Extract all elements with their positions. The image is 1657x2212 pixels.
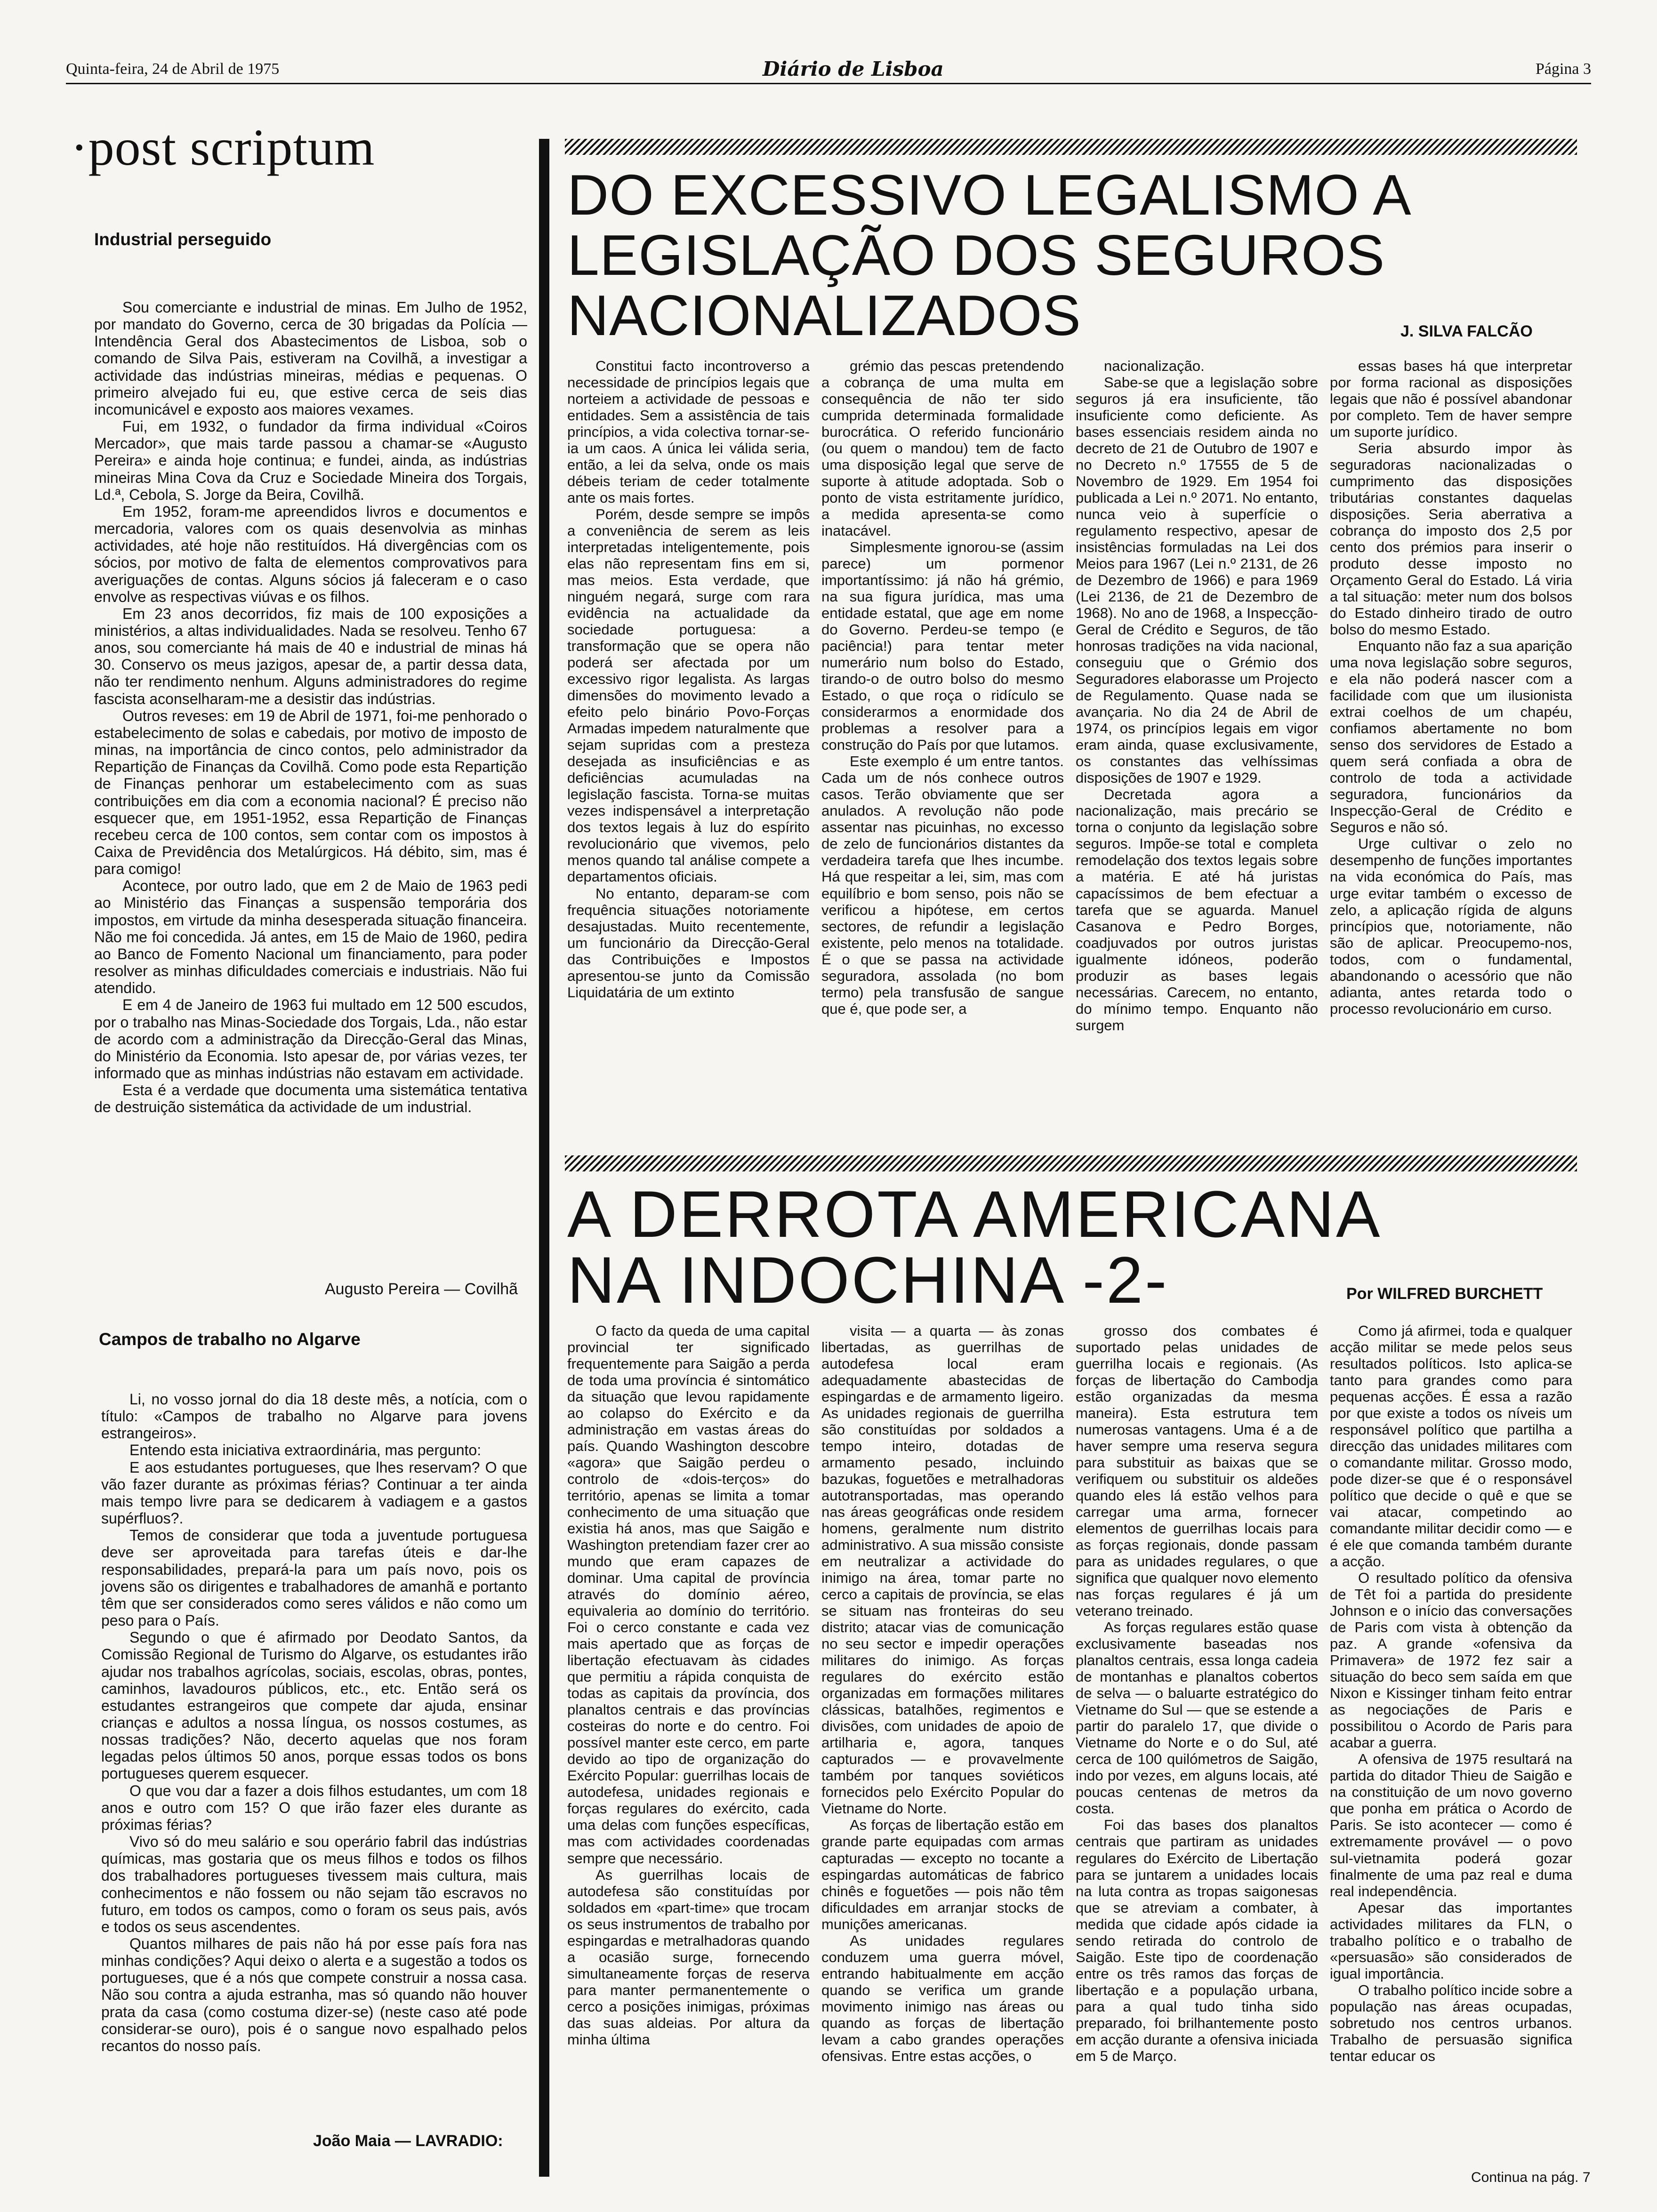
paragraph: E em 4 de Janeiro de 1963 fui multado em 12 500 escudos, por o trabalho nas Minas-Sociedade dos Torgais, Lda., não estar de acordo com a administração da Direcção-Geral das Minas, do Ministério da Economia. Isto apesar de, por várias vezes, ter informado que as minhas indústrias não estavam em actividade. [94,996,527,1082]
paragraph: No entanto, deparam-se com frequência situações notoriamente desajustadas. Muito recentemente, um funcionário da Direcção-Geral das Contribuições e Impostos apresentou-se junto da Comissão Liquidatária de um extinto [567,885,810,1001]
paragraph: Sabe-se que a legislação sobre seguros já era insuficiente, tão insuficiente como deficiente. As bases essenciais residem ainda no decreto de 21 de Outubro de 1907 e no Decreto n.º 17555 de 5 de Novembro de 1929. Em 1954 foi publicada a Lei n.º 2071. No entanto, nunca veio à superfície o regulamento respectivo, apesar de insistências formuladas na Lei dos Meios para 1967 (Lei n.º 2131, de 26 de Dezembro de 1966) e para 1969 (Lei 2136, de 21 de Dezembro de 1968). No ano de 1968, a Inspecção-Geral de Crédito e Seguros, de tão honrosas tradições na vida nacional, conseguiu que o Grémio dos Seguradores elaborasse um Projecto de Regulamento. Quase nada se avançaria. No dia 24 de Abril de 1974, os princípios legais em vigor eram ainda, quase exclusivamente, os constantes das velhíssimas disposições de 1907 e 1929. [1076,374,1318,786]
paragraph: O facto da queda de uma capital provincial ter significado frequentemente para Saigão a perda de toda uma província é sintomático da situação que levou rapidamente ao colapso do Exército e da administração em vastas áreas do país. Quando Washington descobre «agora» que Saigão perdeu o controlo de «dois-terços» do território, apenas se limita a tomar conhecimento de uma situação que existia há anos, mas que Saigão e Washington pretendiam fazer crer ao mundo que eram capazes de dominar. Uma capital de província através do domínio aéreo, equivaleria ao domínio do território. Foi o cerco constante e cada vez mais apertado que as forças de libertação efectuavam às cidades que permitiu a rápida conquista de todas as capitais da província, dos planaltos centrais e das províncias costeiras do norte e do centro. Foi possível manter este cerco, em parte devido ao tipo de organização do Exército Popular: guerrilhas locais de autodefesa, unidades regionais e forças regulares do exército, cada uma delas com funções específicas, mas com actividades coordenadas sempre que necessário. [567,1322,810,1867]
paragraph: Enquanto não faz a sua aparição uma nova legislação sobre seguros, e ela não poderá nascer com a facilidade com que um ilusionista extrai coelhos de um chapéu, confiamos abertamente no bom senso dos servidores de Estado a quem será confiada a obra de controlo de toda a actividade seguradora, funcionários da Inspecção-Geral de Crédito e Seguros e não só. [1330,638,1573,836]
text-column [821,358,1064,1017]
issue-date: Quinta-feira, 24 de Abril de 1975 [66,60,280,78]
letter1-body [94,299,527,1116]
paragraph: As forças de libertação estão em grande parte equipadas com armas capturadas — excepto no tocante a espingardas automáticas de fabrico chinês e foguetões — pois não têm dificuldades em arranjar stocks de munições americanas. [821,1817,1064,1932]
letter2-heading: Campos de trabalho no Algarve [99,1330,361,1349]
paragraph: Porém, desde sempre se impôs a conveniência de serem as leis interpretadas inteligentemente, pois elas não representam fins em si, mas meios. Esta verdade, que ninguém negará, surge com rara evidência na actualidade da sociedade portuguesa: a transformação que se opera não poderá ser afectada por um excessivo rigor legalista. As largas dimensões do movimento levado a efeito pelo binário Povo-Forças Armadas impedem naturalmente que sejam supridas com a presteza desejada as insuficiências e as deficiências acumuladas na legislação fascista. Torna-se muitas vezes indispensável a interpretação dos textos legais à luz do espírito revolucionário que vivemos, pelo menos quando tal análise compete a departamentos oficiais. [567,506,810,885]
article2-hatch-rule [565,1155,1577,1171]
article1-title: DO EXCESSIVO LEGALISMO A LEGISLAÇÃO DOS SEGUROS NACIONALIZADOS [567,163,1408,348]
paragraph: Apesar das importantes actividades militares da FLN, o trabalho político e o trabalho de «persuasão» são considerados de igual importância. [1330,1899,1572,1982]
paragraph: Constitui facto incontroverso a necessidade de princípios legais que norteiem a actividade de pessoas e entidades. Sem a assistência de tais princípios, a vida colectiva tornar-se-ia um caos. A única lei válida seria, então, a lei da selva, onde os mais débeis teriam de ceder totalmente ante os mais fortes. [567,358,810,506]
letter2-body [101,1391,527,2054]
page-number: Página 3 [1535,60,1591,78]
paragraph: Seria absurdo impor às seguradoras nacionalizadas o cumprimento das disposições tributárias constantes daquelas disposições. Seria aberrativa a cobrança do imposto dos 2,5 por cento dos prémios para inserir o produto desse imposto no Orçamento Geral do Estado. Lá viria a tal situação: meter num dos bolsos do Estado dinheiro tirado de outro bolso do mesmo Estado. [1330,440,1572,638]
paragraph: visita — a quarta — às zonas libertadas, as guerrilhas de autodefesa local eram adequadamente abastecidas de espingardas e de armamento ligeiro. As unidades regionais de guerrilha são constituídas por soldados a tempo inteiro, dotadas de armamento pesado, incluindo bazukas, foguetões e metralhadoras autotransportadas, mas operando nas áreas geográficas onde residem homens, geralmente num distrito administrativo. A sua missão consiste em neutralizar a actividade do inimigo na área, tomar parte no cerco a capitais de província, se elas se situam nas fronteiras do seu distrito; atacar vias de comunicação no seu sector e impedir operações militares do inimigo. As forças regulares do exército estão organizadas em formações militares clássicas, batalhões, regimentos e divisões, com unidades de apoio de artilharia e, agora, tanques capturados — e provavelmente também por tanques soviéticos fornecidos pelo Exército Popular do Vietname do Norte. [821,1322,1064,1817]
text-column [821,1322,1064,2064]
post-scriptum-title: ·post scriptum [71,119,375,176]
paragraph: Quantos milhares de pais não há por esse país fora nas minhas condições? Aqui deixo o alerta e a sugestão a todos os portugueses, que é a nós que compete construir a nossa casa. Não sou contra a ajuda estranha, mas só quando não houver prata da casa (como costuma dizer-se) (neste caso até pode considerar-se ouro), pois é o sangue novo espalhado pelos recantos do nosso país. [101,1935,527,2054]
text-column [1330,358,1572,1017]
paragraph: Este exemplo é um entre tantos. Cada um de nós conhece outros casos. Terão obviamente que ser anulados. A revolução não pode assentar nas picuinhas, no excesso de zelo de funcionários distantes da verdadeira tarefa que lhes incumbe. Há que respeitar a lei, sim, mas com equilíbrio e bom senso, pois não se verificou a hipótese, em certos sectores, de refundir a legislação existente, pelo menos na totalidade. É o que se passa na actividade seguradora, assolada (no bom termo) pela transfusão de sangue que é, que pode ser, a [821,753,1064,1017]
letter1-heading: Industrial perseguido [94,230,272,249]
text-column [1076,1322,1318,2064]
paragraph: Outros reveses: em 19 de Abril de 1971, foi-me penhorado o estabelecimento de solas e cabedais, por motivo de imposto de minas, na importância de cinco contos, pelo administrador da Repartição de Finanças da Covilhã. Como pode esta Repartição de Finanças penhorar um estabelecimento com as suas contribuições em dia com a economia nacional? É preciso não esquecer que, em 1951-1952, essa Repartição de Finanças recebeu cerca de 100 contos, sem contar com os impostos à Caixa de Previdência dos Metalúrgicos. Há débito, sim, mas é para comigo! [94,707,527,878]
paragraph: Urge cultivar o zelo no desempenho de funções importantes na vida económica do País, mas urge evitar também o excesso de zelo, a aplicação rígida de alguns princípios que, notoriamente, não são de aplicar. Preocupemo-nos, todos, com o fundamental, abandonando o acessório que não adianta, antes retarda todo o processo revolucionário em curso. [1330,835,1572,1017]
page-header [66,57,1591,88]
paragraph: essas bases há que interpretar por forma racional as disposições legais que não é possível abandonar por completo. Tem de haver sempre um suporte jurídico. [1330,358,1572,441]
letter2-signature: João Maia — LAVRADIO: [313,2132,503,2150]
text-column [1076,358,1318,1034]
paragraph: Segundo o que é afirmado por Deodato Santos, da Comissão Regional de Turismo do Algarve, os estudantes irão ajudar nos trabalhos agrícolas, sociais, escolas, obras, pontes, caminhos, lavadouros públicos, etc., etc. Então será os estudantes estrangeiros que compete dar ajuda, ensinar crianças e adultos a nossa língua, os nossos costumes, as nossas tradições? Não, decerto aquelas que nos foram legadas pelos últimos 50 anos, porque essas todos os bons portugueses querem esquecer. [101,1629,527,1782]
article1-hatch-rule [565,139,1577,155]
text-column [567,1322,810,2048]
paragraph: nacionalização. [1104,358,1205,374]
letter1-signature: Augusto Pereira — Covilhã [325,1280,518,1298]
article2-title-line1: A DERROTA AMERICANA [567,1177,1382,1251]
article2-author: Por WILFRED BURCHETT [1346,1285,1543,1303]
paragraph: As guerrilhas locais de autodefesa são constituídas por soldados em «part-time» que trocam os seus instrumentos de trabalho por espingardas e metralhadoras quando a ocasião surge, fornecendo simultaneamente forças de reserva para manter permanentemente o cerco a posições inimigas, próximas das suas aldeias. Por altura da minha última [567,1866,810,2048]
continued-note: Continua na pág. 7 [1471,2170,1591,2185]
paragraph: O resultado político da ofensiva de Têt foi a partida do presidente Johnson e o início das conversações de Paris com vista à obtenção da paz. A grande «ofensiva da Primavera» de 1972 fez sair a situação do beco sem saída em que Nixon e Kissinger tinham feito entrar as negociações de Paris e possibilitou o Acordo de Paris para acabar a guerra. [1330,1570,1572,1751]
paragraph: Em 23 anos decorridos, fiz mais de 100 exposições a ministérios, a altas individualidades. Nada se resolveu. Tenho 67 anos, sou comerciante há mais de 40 e industrial de minas há 30. Conservo os meus jazigos, apesar de, a partir dessa data, não ter rendimento nenhum. Alguns administradores do regime fascista aconselharam-me a desistir das indústrias. [94,605,527,707]
paragraph: As unidades regulares conduzem uma guerra móvel, entrando habitualmente em acção quando se verifica um grande movimento inimigo nas áreas ou quando as forças de libertação levam a cabo grandes operações ofensivas. Entre estas acções, o [821,1932,1064,2064]
paragraph: A ofensiva de 1975 resultará na partida do ditador Thieu de Saigão e na constituição de um novo governo que ponha em prática o Acordo de Paris. Se isto acontecer — como é extremamente provável — o povo sul-vietnamita poderá gozar finalmente de uma paz real e duma real independência. [1330,1751,1572,1899]
article2-title-line2: NA INDOCHINA -2- [567,1243,1169,1317]
paragraph: O que vou dar a fazer a dois filhos estudantes, um com 18 anos e outro com 15? O que irão fazer eles durante as próximas férias? [101,1782,527,1833]
paragraph: Foi das bases dos planaltos centrais que partiram as unidades regulares do Exército de Libertação para se juntarem a unidades locais na luta contra as tropas saigonesas que se atreviam a combater, à medida que cidade após cidade ia sendo retirada do controlo de Saigão. Este tipo de coordenação entre os três ramos das forças de libertação e a população urbana, para a qual tudo tinha sido preparado, foi brilhantemente posto em acção durante a ofensiva iniciada em 5 de Março. [1076,1817,1318,2064]
paragraph: Temos de considerar que toda a juventude portuguesa deve ser aproveitada para tarefas úteis e dar-lhe responsabilidades, prepará-la para um país novo, pois os jovens são os dirigentes e trabalhadores de amanhã e portanto têm que ser considerados como seres válidos e não como um peso para o País. [101,1527,527,1629]
paragraph: Em 1952, foram-me apreendidos livros e documentos e mercadoria, valores com os quais desenvolvia as minhas actividades, até hoje não restituídos. Há divergências com os sócios, por motivo de falta de elementos comprovativos para averiguações de contas. Alguns sócios já faleceram e o caso envolve as respectivas viúvas e os filhos. [94,503,527,605]
paragraph: Simplesmente ignorou-se (assim parece) um pormenor importantíssimo: já não há grémio, na sua figura jurídica, mas uma entidade estatal, que age em nome do Governo. Perdeu-se tempo (e paciência!) para tentar meter numerário num bolso do Estado, tirando-o de outro bolso do mesmo Estado, o que roça o ridículo se considerarmos a enormidade dos problemas a resolver para a construção do País por que lutamos. [821,539,1064,753]
paragraph: Vivo só do meu salário e sou operário fabril das indústrias químicas, mas gostaria que os meus filhos e todos os filhos dos trabalhadores portugueses tivessem mais cultura, mais conhecimentos e não fossem ou não sejam tão escravos no futuro, em todos os campos, como o foram os seus pais, avós e todos os seus ascendentes. [101,1833,527,1935]
paragraph: O trabalho político incide sobre a população nas áreas ocupadas, sobretudo nos centros urbanos. Trabalho de persuasão significa tentar educar os [1330,1981,1572,2064]
paragraph: Fui, em 1932, o fundador da firma individual «Coiros Mercador», que mais tarde passou a chamar-se «Augusto Pereira» e ainda hoje continua; e fundei, ainda, as indústrias mineiras Mina Cova da Cruz e Sociedade Mineira dos Torgais, Ld.ª, Cebola, S. Jorge da Beira, Covilhã. [94,418,527,503]
header-rule [66,83,1591,84]
paragraph: As forças regulares estão quase exclusivamente baseadas nos planaltos centrais, essa longa cadeia de montanhas e planaltos cobertos de selva — o baluarte estratégico do Vietname do Sul — que se estende a partir do paralelo 17, que divide o Vietname do Norte e o do Sul, até cerca de 100 quilómetros de Saigão, indo por vezes, em alguns locais, até poucas centenas de metros da costa. [1076,1619,1318,1817]
paragraph: Sou comerciante e industrial de minas. Em Julho de 1952, por mandato do Governo, cerca de 30 brigadas da Polícia — Intendência Geral dos Abastecimentos de Lisboa, sob o comando de Silva Pais, estiveram na Covilhã, a investigar a actividade das indústrias mineiras, médias e pequenas. O primeiro alvejado fui eu, que estive cerca de seis dias incomunicável e exposto aos maiores vexames. [94,299,527,418]
article1-author: J. SILVA FALCÃO [1400,322,1533,340]
paragraph: Como já afirmei, toda e qualquer acção militar se mede pelos seus resultados políticos. Isto aplica-se tanto para grandes como para pequenas acções. É essa a razão por que existe a todos os níveis um responsável político que partilha a direcção das unidades militares com o comandante militar. Grosso modo, pode dizer-se que é o responsável político que decide o quê e que se vai atacar, competindo ao comandante militar decidir como — e é ele que comanda também durante a acção. [1330,1322,1572,1570]
paragraph: grosso dos combates é suportado pelas unidades de guerrilha locais e regionais. (As forças de libertação do Cambodja estão organizadas da mesma maneira). Esta estrutura tem numerosas vantagens. Uma é a de haver sempre uma reserva segura para substituir as baixas que se verifiquem ou substituir os aldeões quando eles lá estão velhos para carregar uma arma, fornecer elementos de guerrilhas locais para as forças regionais, donde passam para as unidades regulares, o que significa que qualquer novo elemento nas forças regulares é já um veterano treinado. [1076,1322,1318,1619]
paragraph: grémio das pescas pretendendo a cobrança de uma multa em consequência de não ter sido cumprida determinada formalidade burocrática. O referido funcionário (ou quem o mandou) tem de facto uma disposição legal que serve de suporte à atitude adoptada. Sob o ponto de vista estritamente jurídico, a medida apresenta-se como inatacável. [821,358,1064,539]
text-column [1330,1322,1572,2064]
paragraph: Li, no vosso jornal do dia 18 deste mês, a notícia, com o título: «Campos de trabalho no Algarve para jovens estrangeiros». [101,1391,527,1442]
paragraph: Acontece, por outro lado, que em 2 de Maio de 1963 pedi ao Ministério das Finanças a suspensão temporária dos impostos, em virtude da minha desesperada situação financeira. Não me foi concedida. Já antes, em 15 de Maio de 1960, pedira ao Banco de Fomento Nacional um financiamento, para poder resolver as minhas dificuldades comerciais e industriais. Não fui atendido. [94,877,527,997]
paragraph: Decretada agora a nacionalização, mais precário se torna o conjunto da legislação sobre seguros. Impõe-se total e completa remodelação dos textos legais sobre a matéria. E até há juristas capacíssimos de bem efectuar a tarefa que se aguarda. Manuel Casanova e Pedro Borges, coadjuvados por outros juristas igualmente idóneos, poderão produzir as bases legais necessárias. Carecem, no entanto, do mínimo tempo. Enquanto não surgem [1076,786,1318,1034]
text-column [567,358,810,1001]
masthead: Diário de Lisboa [763,57,944,80]
column-divider [539,139,549,2177]
paragraph: Esta é a verdade que documenta uma sistemática tentativa de destruição sistemática da actividade de um industrial. [94,1082,527,1116]
paragraph: E aos estudantes portugueses, que lhes reservam? O que vão fazer durante as próximas férias? Continuar a ter ainda mais tempo livre para se dedicarem à vadiagem e a gastos supérfluos?. [101,1459,527,1527]
paragraph: Entendo esta iniciativa extraordinária, mas pergunto: [129,1442,482,1459]
